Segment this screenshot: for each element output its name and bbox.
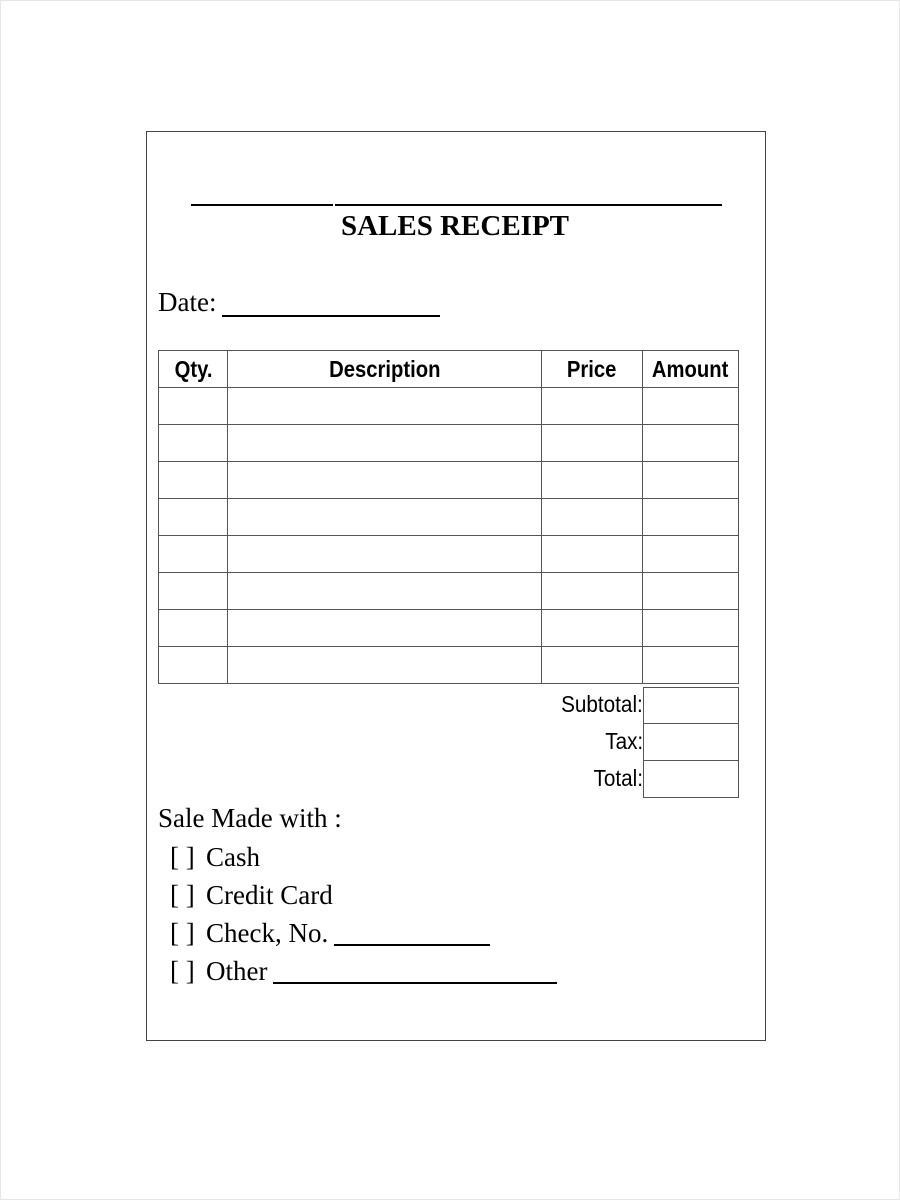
table-row: [159, 610, 739, 647]
cash-checkbox[interactable]: [ ]: [170, 842, 195, 872]
line-items-body: [159, 388, 739, 684]
date-field[interactable]: [222, 315, 440, 317]
description-cell[interactable]: [228, 462, 542, 499]
qty-cell[interactable]: [159, 573, 228, 610]
totals-block: [500, 687, 739, 798]
check-checkbox[interactable]: [ ]: [170, 918, 195, 948]
amount-cell[interactable]: [642, 388, 738, 425]
date-row: [158, 287, 440, 318]
payment-option-other: [158, 952, 557, 990]
credit-card-label: Credit Card: [206, 880, 333, 910]
amount-header: Amount: [648, 351, 733, 388]
qty-cell[interactable]: [159, 425, 228, 462]
amount-cell[interactable]: [642, 425, 738, 462]
description-cell[interactable]: [228, 388, 542, 425]
description-header: Description: [246, 351, 522, 388]
receipt-title: SALES RECEIPT: [340, 210, 570, 242]
description-cell[interactable]: [228, 573, 542, 610]
amount-cell[interactable]: [642, 462, 738, 499]
amount-cell[interactable]: [642, 499, 738, 536]
table-row: [159, 388, 739, 425]
subtotal-label: Subtotal:: [561, 691, 643, 717]
amount-cell[interactable]: [642, 610, 738, 647]
total-field[interactable]: [643, 761, 739, 798]
payment-option-credit-card: [158, 876, 557, 914]
price-cell[interactable]: [541, 610, 642, 647]
table-row: [159, 425, 739, 462]
price-cell[interactable]: [541, 388, 642, 425]
price-cell[interactable]: [541, 647, 642, 684]
check-number-field[interactable]: [334, 944, 490, 946]
other-checkbox[interactable]: [ ]: [170, 956, 195, 986]
total-row: [500, 761, 739, 798]
payment-method-section: [158, 800, 557, 990]
description-cell[interactable]: [228, 536, 542, 573]
qty-cell[interactable]: [159, 647, 228, 684]
description-cell[interactable]: [228, 425, 542, 462]
check-label: Check, No.: [206, 918, 329, 948]
qty-cell[interactable]: [159, 536, 228, 573]
business-name-line: [191, 204, 333, 206]
table-row: [159, 462, 739, 499]
payment-heading: Sale Made with :: [158, 803, 342, 833]
date-label: Date:: [158, 287, 217, 317]
line-items-table: [158, 350, 739, 684]
description-cell[interactable]: [228, 647, 542, 684]
qty-cell[interactable]: [159, 388, 228, 425]
cash-label: Cash: [206, 842, 260, 872]
description-cell[interactable]: [228, 499, 542, 536]
other-method-field[interactable]: [273, 982, 557, 984]
price-cell[interactable]: [541, 499, 642, 536]
qty-cell[interactable]: [159, 462, 228, 499]
amount-cell[interactable]: [642, 573, 738, 610]
description-cell[interactable]: [228, 610, 542, 647]
price-cell[interactable]: [541, 536, 642, 573]
tax-label: Tax:: [605, 728, 643, 754]
tax-row: [500, 724, 739, 761]
qty-cell[interactable]: [159, 499, 228, 536]
subtotal-field[interactable]: [643, 687, 739, 724]
tax-field[interactable]: [643, 724, 739, 761]
payment-option-cash: [158, 838, 557, 876]
qty-header: Qty.: [163, 351, 224, 388]
table-row: [159, 499, 739, 536]
credit-card-checkbox[interactable]: [ ]: [170, 880, 195, 910]
other-label: Other: [206, 956, 268, 986]
amount-cell[interactable]: [642, 647, 738, 684]
table-row: [159, 647, 739, 684]
price-cell[interactable]: [541, 425, 642, 462]
price-cell[interactable]: [541, 462, 642, 499]
total-label: Total:: [593, 765, 643, 791]
subtotal-row: [500, 687, 739, 724]
payment-option-check: [158, 914, 557, 952]
price-cell[interactable]: [541, 573, 642, 610]
table-row: [159, 536, 739, 573]
business-address-line: [335, 204, 722, 206]
amount-cell[interactable]: [642, 536, 738, 573]
table-row: [159, 573, 739, 610]
table-header-row: [159, 351, 739, 388]
qty-cell[interactable]: [159, 610, 228, 647]
price-header: Price: [547, 351, 636, 388]
